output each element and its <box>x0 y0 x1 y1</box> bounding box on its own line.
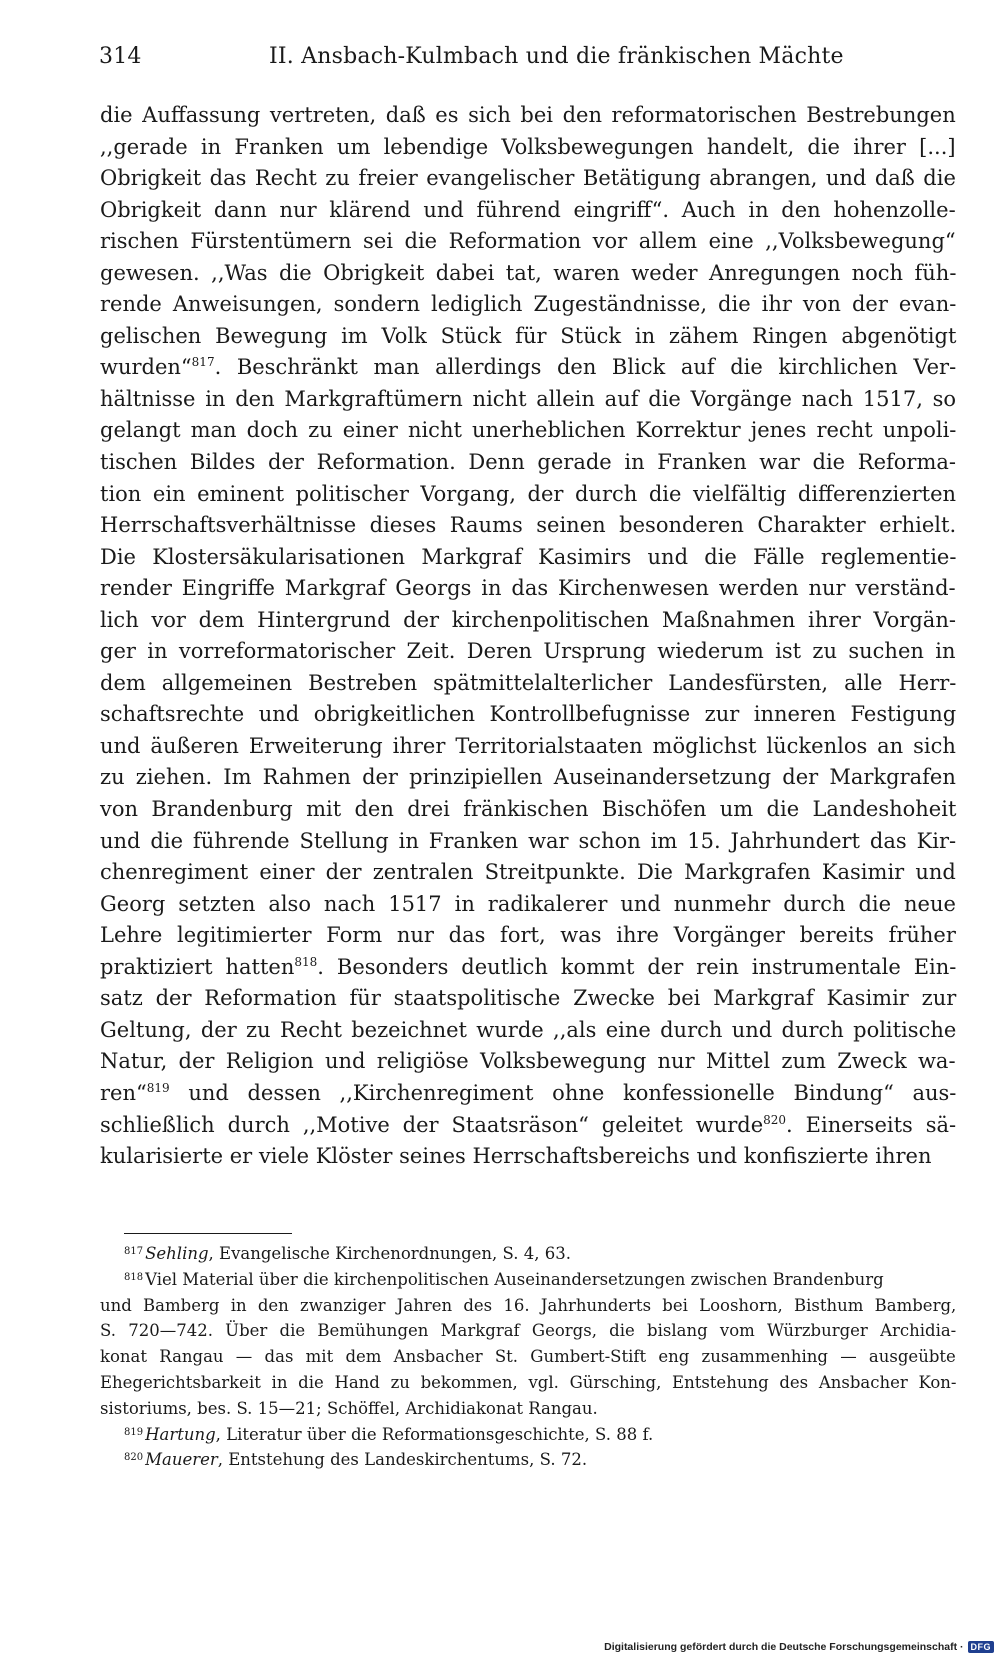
text-line: rende Anweisungen, sondern lediglich Zugeständnisse, die ihr von der evan- <box>100 292 957 317</box>
text-line <box>100 352 956 384</box>
footnote-ref: 820 <box>763 1112 787 1127</box>
text-line: tischen Bildes der Reformation. Denn gerade in Franken war die Reforma- <box>100 450 957 475</box>
footnote-author: Sehling <box>145 1244 209 1263</box>
text-segment: wurden“ <box>100 355 192 380</box>
footnote-author: Mauerer <box>145 1450 218 1470</box>
text-line: ger in vorreformatorischer Zeit. Deren Ursprung wiederum ist zu suchen in <box>100 639 956 664</box>
running-title: II. Ansbach-Kulmbach und die fränkischen Mächte <box>269 44 844 69</box>
text-segment: ren“ <box>100 1080 147 1105</box>
text-line: Obrigkeit das Recht zu freier evangelischer Betätigung abrangen, und daß die <box>100 166 956 191</box>
footnote-number: 820 <box>124 1452 144 1464</box>
text-segment: . Einerseits sä- <box>786 1112 957 1137</box>
text-line <box>100 1110 956 1142</box>
footnote-separator <box>124 1233 292 1234</box>
footnote-number: 818 <box>124 1271 144 1283</box>
footnote-ref: 818 <box>294 954 318 969</box>
text-line: schaftsrechte und obrigkeitlichen Kontrollbefugnisse zur inneren Festigung <box>100 702 957 727</box>
text-line: von Brandenburg mit den drei fränkischen Bischöfen um die Landeshoheit <box>100 797 957 822</box>
footnote-ref: 817 <box>191 355 215 370</box>
text-line: lich vor dem Hintergrund der kirchenpolitischen Maßnahmen ihrer Vorgän- <box>100 607 956 632</box>
footnote-818-line: Ehegerichtsbarkeit in die Hand zu bekommen, vgl. Gürsching, Entstehung des Ansbacher Kon- <box>100 1372 957 1392</box>
page-number: 314 <box>99 44 142 69</box>
digitization-credit <box>604 1641 994 1653</box>
footnote-818-line: sistoriums, bes. S. 15—21; Schöffel, Archidiakonat Rangau. <box>100 1398 598 1418</box>
text-line: kularisierte er viele Klöster seines Herrschaftsbereichs und konfiszierte ihren <box>100 1144 932 1169</box>
footnote-817 <box>100 1241 956 1267</box>
text-line: gelangt man doch zu einer nicht unerheblichen Korrektur jenes recht unpoli- <box>100 418 957 443</box>
text-line: gelischen Bewegung im Volk Stück für Stück in zähem Ringen abgenötigt <box>100 323 957 348</box>
footnote-text: , Entstehung des Landeskirchentums, S. 72. <box>217 1450 588 1470</box>
footnote-820 <box>100 1447 956 1473</box>
text-line: Natur, der Religion und religiöse Volksbewegung nur Mittel zum Zweck wa- <box>100 1049 956 1074</box>
text-line: Lehre legitimierter Form nur das fort, was ihre Vorgänger bereits früher <box>100 923 956 948</box>
footnote-819 <box>100 1422 956 1448</box>
footnote-number: 819 <box>124 1426 144 1438</box>
text-line: gewesen. ,,Was die Obrigkeit dabei tat, waren weder Anregungen noch füh- <box>100 260 957 285</box>
text-line: render Eingriffe Markgraf Georgs in das Kirchenwesen werden nur verständ- <box>100 576 956 601</box>
footnote-text: Viel Material über die kirchenpolitischen Auseinandersetzungen zwischen Brandenburg <box>145 1269 884 1289</box>
footnote-text: , Literatur über die Reformationsgeschichte, S. 88 f. <box>215 1424 654 1444</box>
text-line: ,,gerade in Franken um lebendige Volksbewegungen handelt, die ihrer [...] <box>100 134 956 159</box>
footnote-author: Hartung <box>145 1424 216 1444</box>
footnote-818-line: konat Rangau — das mit dem Ansbacher St. Gumbert-Stift eng zusammenhing — ausgeübte <box>100 1347 956 1367</box>
text-line: satz der Reformation für staatspolitische Zwecke bei Markgraf Kasimir zur <box>100 986 957 1011</box>
text-line: dem allgemeinen Bestreben spätmittelalterlicher Landesfürsten, alle Herr- <box>100 670 957 695</box>
footnote-818-line <box>100 1267 956 1293</box>
footnote-818-line: S. 720—742. Über die Bemühungen Markgraf Georgs, die bislang vom Würzburger Archidia- <box>100 1321 957 1341</box>
text-line <box>100 952 956 984</box>
text-line: Georg setzten also nach 1517 in radikalerer und nunmehr durch die neue <box>100 891 956 916</box>
text-segment: und dessen ,,Kirchenregiment ohne konfessionelle Bindung“ aus- <box>169 1080 957 1105</box>
text-line: chenregiment einer der zentralen Streitpunkte. Die Markgrafen Kasimir und <box>100 860 956 885</box>
text-line: und äußeren Erweiterung ihrer Territorialstaaten möglichst lückenlos an sich <box>100 733 956 758</box>
text-segment: . Beschränkt man allerdings den Blick auf die kirchlichen Ver- <box>214 355 957 380</box>
text-segment: . Besonders deutlich kommt der rein instrumentale Ein- <box>317 954 957 979</box>
dfg-logo-icon: DFG <box>968 1641 995 1653</box>
credit-text: Digitalisierung gefördert durch die Deutsche Forschungsgemeinschaft · <box>604 1641 964 1653</box>
text-line: und die führende Stellung in Franken war schon im 15. Jahrhundert das Kir- <box>100 828 957 853</box>
text-line: die Auffassung vertreten, daß es sich bei den reformatorischen Bestrebungen <box>100 103 956 127</box>
text-line: zu ziehen. Im Rahmen der prinzipiellen Auseinandersetzung der Markgrafen <box>100 765 956 790</box>
footnote-text: , Evangelische Kirchenordnungen, S. 4, 63. <box>208 1244 571 1263</box>
footnote-number: 817 <box>124 1246 144 1257</box>
text-line: Obrigkeit dann nur klärend und führend eingriff“. Auch in den hohenzolle- <box>100 197 956 222</box>
text-line: Die Klostersäkularisationen Markgraf Kasimirs und die Fälle reglementie- <box>100 544 957 569</box>
text-line <box>100 1078 956 1110</box>
text-line: Herrschaftsverhältnisse dieses Raums seinen besonderen Charakter erhielt. <box>100 513 957 538</box>
text-segment: praktiziert hatten <box>100 954 295 979</box>
text-segment: schließlich durch ,,Motive der Staatsräson“ geleitet wurde <box>100 1112 764 1137</box>
footnotes <box>100 1241 956 1473</box>
text-line: Geltung, der zu Recht bezeichnet wurde ,,als eine durch und durch politische <box>100 1017 957 1042</box>
body-text <box>100 100 956 1173</box>
footnote-ref: 819 <box>146 1080 170 1095</box>
text-line: hältnisse in den Markgraftümern nicht allein auf die Vorgänge nach 1517, so <box>100 386 957 411</box>
text-line: rischen Fürstentümern sei die Reformation vor allem eine ,,Volksbewegung“ <box>100 229 956 254</box>
footnote-818-line: und Bamberg in den zwanziger Jahren des 16. Jahrhunderts bei Looshorn, Bisthum Bamberg, <box>100 1295 957 1315</box>
text-line: tion ein eminent politischer Vorgang, der durch die vielfältig differenzierten <box>100 481 957 506</box>
